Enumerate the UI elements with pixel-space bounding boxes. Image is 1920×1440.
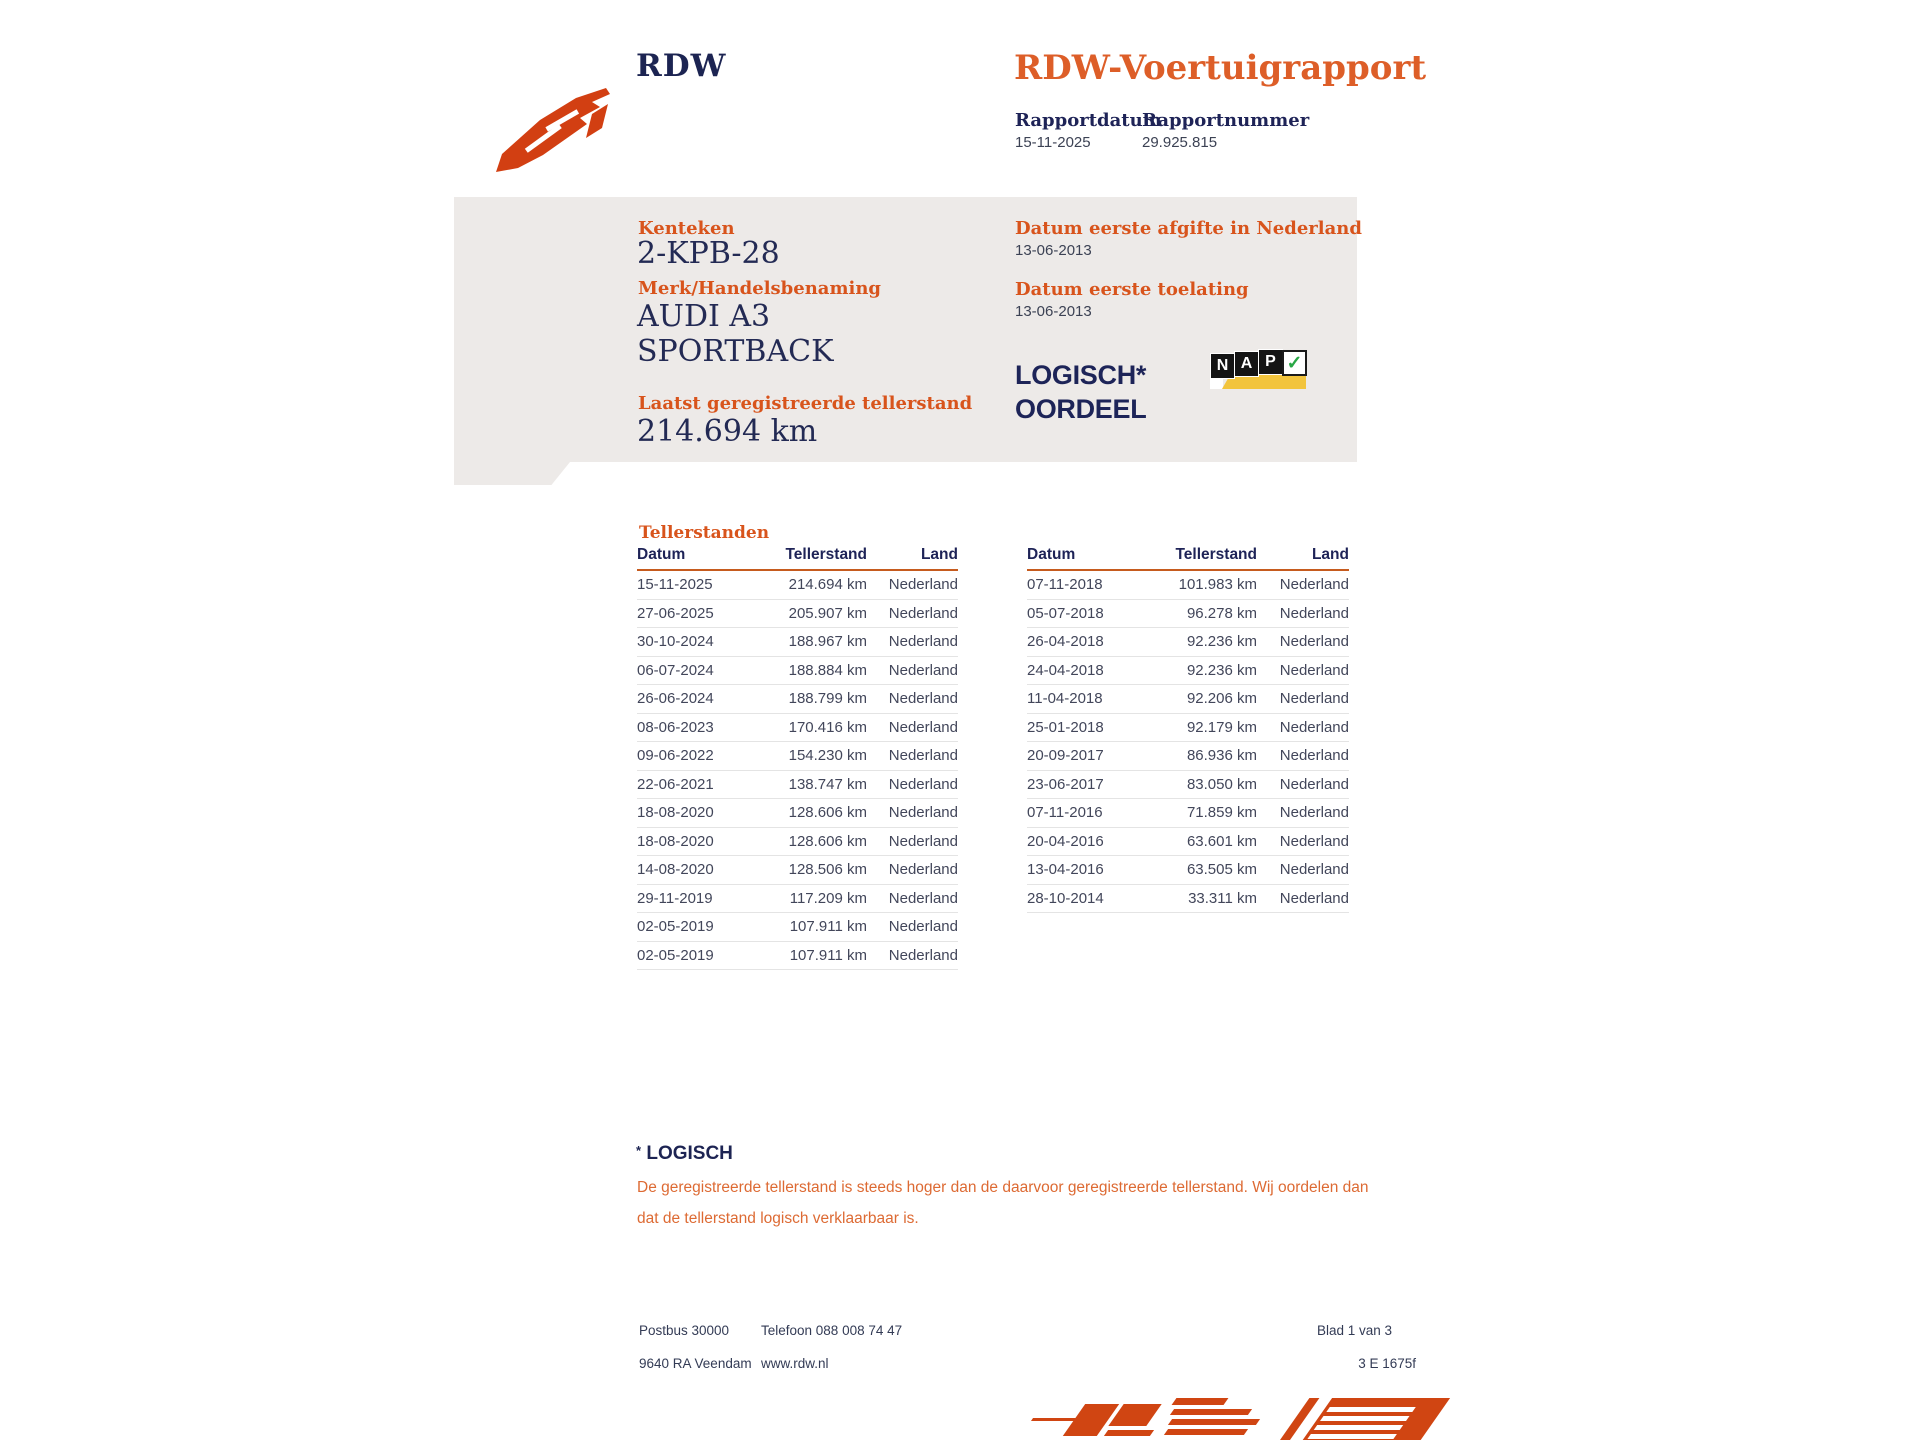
report-number-label: Rapportnummer <box>1142 110 1310 131</box>
merk-line2: SPORTBACK <box>637 334 834 369</box>
tellerstand-cell: 128.506 km <box>788 861 867 879</box>
table-row <box>1027 771 1349 800</box>
table-row <box>637 657 958 686</box>
table-body <box>1027 571 1349 913</box>
table-row <box>637 600 958 629</box>
land-cell: Nederland <box>888 633 958 651</box>
land-cell: Nederland <box>888 775 958 793</box>
column-header-land: Land <box>1311 546 1349 563</box>
datum-cell: 24-04-2018 <box>1027 661 1104 679</box>
column-header-datum: Datum <box>637 546 686 563</box>
nap-letter-n: N <box>1210 353 1235 379</box>
tellerstand-cell: 188.967 km <box>788 633 867 651</box>
table-header-row <box>1027 546 1349 571</box>
table-row <box>637 685 958 714</box>
table-row <box>637 942 958 971</box>
land-cell: Nederland <box>1279 889 1349 907</box>
land-cell: Nederland <box>888 718 958 736</box>
column-header-land: Land <box>920 546 958 563</box>
tellerstand-cell: 205.907 km <box>788 604 867 622</box>
tellerstand-cell: 33.311 km <box>1188 889 1257 907</box>
land-cell: Nederland <box>1279 804 1349 822</box>
footer-form-code: 3 E 1675f <box>1358 1356 1416 1371</box>
table-row <box>637 885 958 914</box>
datum-cell: 22-06-2021 <box>637 775 714 793</box>
table-row <box>1027 685 1349 714</box>
table-row <box>1027 600 1349 629</box>
table-row <box>1027 571 1349 600</box>
tellerstand-cell: 92.179 km <box>1186 718 1257 736</box>
datum-cell: 07-11-2018 <box>1027 576 1103 594</box>
datum-cell: 27-06-2025 <box>637 604 714 622</box>
tellerstand-cell: 117.209 km <box>789 889 867 907</box>
laatste-tellerstand-label: Laatst geregistreerde tellerstand <box>638 393 973 414</box>
datum-toelating-value: 13-06-2013 <box>1015 303 1092 320</box>
column-header-tellerstand: Tellerstand <box>785 546 867 563</box>
datum-cell: 07-11-2016 <box>1027 804 1103 822</box>
tellerstand-cell: 170.416 km <box>788 718 867 736</box>
land-cell: Nederland <box>888 690 958 708</box>
datum-cell: 06-07-2024 <box>637 661 714 679</box>
datum-cell: 15-11-2025 <box>637 576 713 594</box>
table-row <box>637 856 958 885</box>
tellerstanden-section-title: Tellerstanden <box>639 523 770 543</box>
tellerstand-cell: 188.799 km <box>788 690 867 708</box>
column-header-datum: Datum <box>1027 546 1076 563</box>
table-row <box>1027 714 1349 743</box>
tellerstand-cell: 107.911 km <box>789 918 867 936</box>
table-row <box>1027 856 1349 885</box>
table-row <box>637 571 958 600</box>
datum-afgifte-label: Datum eerste afgifte in Nederland <box>1015 218 1362 239</box>
datum-cell: 18-08-2020 <box>637 804 714 822</box>
kenteken-label: Kenteken <box>638 218 735 239</box>
tellerstand-cell: 96.278 km <box>1186 604 1257 622</box>
land-cell: Nederland <box>1279 861 1349 879</box>
datum-cell: 26-06-2024 <box>637 690 714 708</box>
tellerstand-cell: 128.606 km <box>788 804 867 822</box>
tellerstand-cell: 86.936 km <box>1186 747 1257 765</box>
rdw-wordmark: RDW <box>636 48 727 84</box>
table-row <box>1027 657 1349 686</box>
datum-cell: 26-04-2018 <box>1027 633 1104 651</box>
footer-page-indicator: Blad 1 van 3 <box>1316 1323 1392 1338</box>
land-cell: Nederland <box>888 832 958 850</box>
datum-cell: 13-04-2016 <box>1027 861 1104 879</box>
footnote-body: De geregistreerde tellerstand is steeds hoger dan de daarvoor geregistreerde tellerstand. Wij oordelen dan dat de tellerstand logisch verklaarbaar is. <box>637 1179 1369 1227</box>
land-cell: Nederland <box>1279 661 1349 679</box>
nap-logo <box>1208 346 1308 393</box>
table-header-row <box>637 546 958 571</box>
footer-telefoon: Telefoon 088 008 74 47 <box>761 1323 903 1338</box>
tellerstand-cell: 107.911 km <box>789 946 867 964</box>
datum-cell: 29-11-2019 <box>637 889 713 907</box>
datum-cell: 08-06-2023 <box>637 718 714 736</box>
footer-website: www.rdw.nl <box>761 1356 829 1371</box>
land-cell: Nederland <box>1279 633 1349 651</box>
table-row <box>1027 885 1349 914</box>
kenteken-value: 2-KPB-28 <box>637 236 780 271</box>
land-cell: Nederland <box>1279 690 1349 708</box>
datum-cell: 05-07-2018 <box>1027 604 1104 622</box>
datum-cell: 25-01-2018 <box>1027 718 1104 736</box>
tellerstanden-table-left <box>637 546 958 970</box>
tellerstand-cell: 128.606 km <box>788 832 867 850</box>
page-title: RDW-Voertuigrapport <box>1014 48 1427 88</box>
merk-value <box>637 299 833 369</box>
land-cell: Nederland <box>888 747 958 765</box>
land-cell: Nederland <box>888 861 958 879</box>
table-row <box>637 828 958 857</box>
rdw-speed-motif-icon <box>1032 1398 1412 1440</box>
table-row <box>1027 828 1349 857</box>
tellerstand-cell: 188.884 km <box>788 661 867 679</box>
table-row <box>637 771 958 800</box>
datum-afgifte-value: 13-06-2013 <box>1015 242 1092 259</box>
report-number-value: 29.925.815 <box>1142 134 1218 151</box>
table-body <box>637 571 958 970</box>
land-cell: Nederland <box>1279 576 1349 594</box>
tellerstand-cell: 92.236 km <box>1186 661 1257 679</box>
table-row <box>637 714 958 743</box>
table-row <box>637 913 958 942</box>
datum-toelating-label: Datum eerste toelating <box>1015 279 1249 300</box>
datum-cell: 02-05-2019 <box>637 946 714 964</box>
nap-letter-a: A <box>1234 351 1259 377</box>
land-cell: Nederland <box>888 889 958 907</box>
datum-cell: 14-08-2020 <box>637 861 714 879</box>
land-cell: Nederland <box>1279 604 1349 622</box>
laatste-tellerstand-value: 214.694 km <box>637 414 818 449</box>
land-cell: Nederland <box>1279 775 1349 793</box>
table-row <box>637 742 958 771</box>
tellerstand-cell: 83.050 km <box>1186 775 1257 793</box>
datum-cell: 23-06-2017 <box>1027 775 1104 793</box>
tellerstand-cell: 154.230 km <box>788 747 867 765</box>
tellerstand-cell: 63.601 km <box>1186 832 1257 850</box>
land-cell: Nederland <box>888 661 958 679</box>
report-date-value: 15-11-2025 <box>1015 134 1091 151</box>
tellerstand-cell: 92.206 km <box>1186 690 1257 708</box>
datum-cell: 20-09-2017 <box>1027 747 1104 765</box>
datum-cell: 30-10-2024 <box>637 633 714 651</box>
tellerstand-cell: 63.505 km <box>1186 861 1257 879</box>
report-date-label: Rapportdatum <box>1015 110 1162 131</box>
datum-cell: 28-10-2014 <box>1027 889 1104 907</box>
vehicle-summary-panel-tab <box>454 462 570 485</box>
land-cell: Nederland <box>888 576 958 594</box>
oordeel-line2: OORDEEL <box>1015 394 1147 424</box>
footer-postbus: Postbus 30000 <box>639 1323 730 1338</box>
tellerstand-cell: 138.747 km <box>788 775 867 793</box>
nap-check-icon: ✓ <box>1282 350 1307 376</box>
rdw-logo-icon <box>488 80 625 175</box>
datum-cell: 02-05-2019 <box>637 918 714 936</box>
land-cell: Nederland <box>1279 718 1349 736</box>
oordeel-text <box>1015 358 1146 426</box>
tellerstanden-table-right <box>1027 546 1349 913</box>
land-cell: Nederland <box>1279 747 1349 765</box>
column-header-tellerstand: Tellerstand <box>1175 546 1257 563</box>
merk-line1: AUDI A3 <box>637 299 771 334</box>
footnote-title: LOGISCH <box>646 1143 733 1164</box>
table-row <box>637 799 958 828</box>
table-row <box>1027 799 1349 828</box>
table-row <box>1027 742 1349 771</box>
footnote-asterisk: * <box>636 1143 642 1158</box>
land-cell: Nederland <box>888 946 958 964</box>
tellerstand-cell: 214.694 km <box>788 576 867 594</box>
land-cell: Nederland <box>1279 832 1349 850</box>
tellerstand-cell: 92.236 km <box>1186 633 1257 651</box>
land-cell: Nederland <box>888 804 958 822</box>
datum-cell: 11-04-2018 <box>1027 690 1103 708</box>
tellerstand-cell: 71.859 km <box>1186 804 1257 822</box>
merk-label: Merk/Handelsbenaming <box>638 278 882 299</box>
land-cell: Nederland <box>888 918 958 936</box>
datum-cell: 09-06-2022 <box>637 747 714 765</box>
land-cell: Nederland <box>888 604 958 622</box>
tellerstand-cell: 101.983 km <box>1178 576 1257 594</box>
datum-cell: 20-04-2016 <box>1027 832 1104 850</box>
datum-cell: 18-08-2020 <box>637 832 714 850</box>
footnote-heading <box>636 1143 733 1165</box>
oordeel-line1: LOGISCH* <box>1015 360 1147 390</box>
table-row <box>637 628 958 657</box>
nap-letter-p: P <box>1258 349 1283 375</box>
footer-plaats: 9640 RA Veendam <box>639 1356 752 1371</box>
table-row <box>1027 628 1349 657</box>
